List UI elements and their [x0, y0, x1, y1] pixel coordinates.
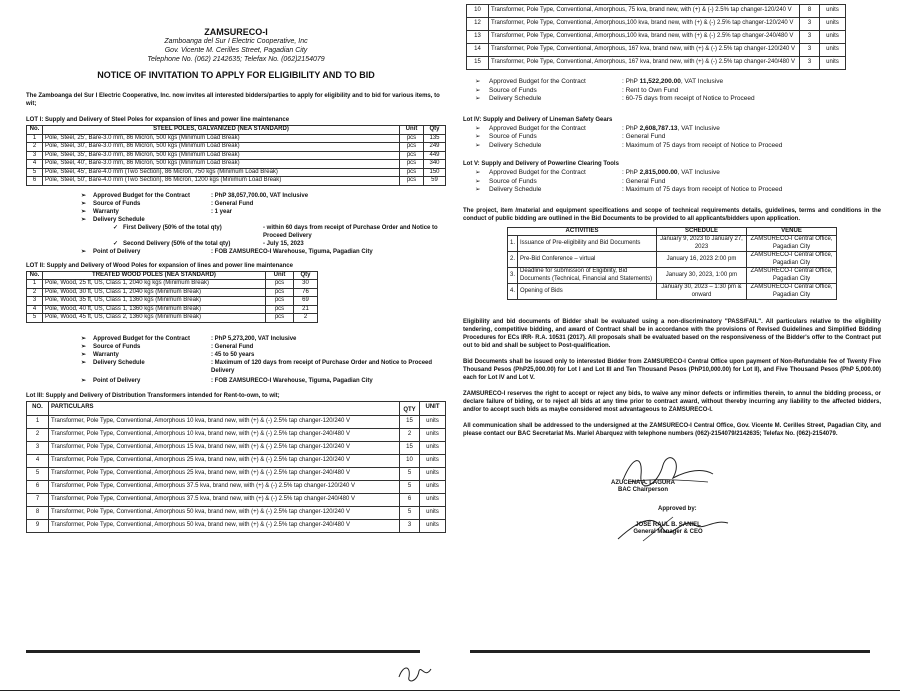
table-cell: 10 [467, 5, 489, 18]
detail-value: : General Fund [211, 343, 254, 350]
table-row [467, 44, 846, 57]
table-cell: 3 [800, 31, 820, 44]
table-cell: Pole, Wood, 35 ft, US, Class 1, 1360 kgs (Minimum Break) [43, 297, 266, 306]
org-phone: Telephone No. (062) 2142635; Telefax No. (062)2154079 [147, 56, 325, 63]
budget-amount: 2,608,787.13 [639, 124, 678, 132]
table-cell: Pole, Wood, 30 ft, US, Class 1, 2040 kgs (Minimum Break) [43, 288, 266, 297]
detail-label: ➢ Delivery Schedule [81, 216, 211, 224]
detail-label: ➢ Source of Funds [475, 87, 622, 96]
table-cell: units [420, 454, 446, 467]
table-cell: 21 [294, 305, 318, 314]
column-header: QTY [400, 401, 420, 415]
org-subtitle: Zamboanga del Sur I Electric Cooperative, Inc [164, 38, 308, 45]
table-cell: Pole, Wood, 40 ft, US, Class 1, 1360 kgs (Minimum Break) [43, 305, 266, 314]
lot5-title: Lot V: Supply and Delivery of Powerline Clearing Tools [463, 161, 619, 167]
table-cell: 4 [27, 454, 49, 467]
lot1-table [26, 125, 446, 186]
detail-row [475, 186, 881, 195]
table-cell: Pole, Wood, 25 ft, US, Class 1, 2040 kg kgs (Minimum Break) [43, 280, 266, 289]
table-cell: Opening of Bids [518, 284, 657, 300]
detail-value: : Rent to Own Fund [622, 86, 679, 94]
table-cell: 5 [400, 480, 420, 493]
table-cell: Transformer, Pole Type, Conventional, Amorphous 15 kva, brand new, with (+) & (-) 2.5% tap changer-120/240 V [49, 441, 400, 454]
value-suffix: , VAT Inclusive [680, 78, 724, 85]
org-address: Gov. Vicente M. Cerilles Street, Pagadian City [164, 47, 308, 54]
table-cell: January 30, 2023 – 1:30 pm & onward [657, 284, 747, 300]
detail-label: ➢ Point of Delivery [81, 377, 211, 385]
detail-label: ➢ Warranty [81, 208, 211, 216]
lot3-body-part2 [467, 5, 846, 70]
table-cell: 150 [424, 168, 446, 177]
detail-value: : General Fund [211, 200, 254, 207]
table-row [27, 288, 318, 297]
detail-row [475, 87, 881, 96]
approved-by-label: Approved by: [658, 506, 697, 512]
schedule-table [507, 227, 837, 301]
table-cell: units [420, 506, 446, 519]
lot3-body-part1 [27, 415, 446, 532]
communication-paragraph: All communication shall be addressed to the undersigned at the ZAMSURECO-I Central Office, Gov. Vicente M. Cerilles Street, Pagadian City, and please contact our BAC Secretariat Ms. Mariel Abarquez with telephone numbers (062)-2154079/2142635; Telefax No. (062)-2154079. [463, 423, 881, 437]
detail-label: ➢ Warranty [81, 351, 211, 359]
table-cell: Issuance of Pre-eligibility and Bid Documents [518, 236, 657, 252]
table-cell: Pre-Bid Conference – virtual [518, 252, 657, 268]
detail-label: ➢ Source of Funds [475, 133, 622, 142]
table-cell: 5 [400, 506, 420, 519]
table-row [27, 280, 318, 289]
column-header: Qty [294, 271, 318, 280]
lot5-details [475, 169, 881, 195]
left-column [26, 0, 446, 533]
lot2-table [26, 271, 318, 323]
detail-row [81, 248, 446, 256]
table-cell: 8 [800, 5, 820, 18]
table-cell: Pole, Steel, 25', Bare-3.0 mm, 86 Micron, 500 kgs (Minimum Load Break) [43, 134, 400, 143]
table-cell: 1 [27, 134, 43, 143]
table-cell: 5 [27, 467, 49, 480]
detail-row [475, 95, 881, 104]
table-cell: 69 [294, 297, 318, 306]
column-header: UNIT [420, 401, 446, 415]
lot4-title: Lot IV: Supply and Delivery of Lineman Safety Gears [463, 116, 613, 123]
detail-value: : PhP 5,273,200, VAT Inclusive [211, 335, 297, 342]
table-cell: pcs [400, 160, 424, 169]
detail-value: - July 15, 2023 [263, 240, 304, 247]
table-row [27, 428, 446, 441]
table-cell: pcs [400, 168, 424, 177]
table-cell: units [420, 467, 446, 480]
table-cell: 5 [27, 314, 43, 323]
signatory1-name: AZUCENA A. LAGURA [611, 480, 675, 486]
table-cell: Transformer, Pole Type, Conventional, Amorphous 25 kva, brand new, with (+) & (-) 2.5% tap changer-120/240 V [49, 454, 400, 467]
lot2-details [81, 335, 446, 385]
table-header-row [27, 271, 318, 280]
table-cell: 449 [424, 151, 446, 160]
table-cell: pcs [266, 305, 294, 314]
table-cell: Pole, Steel, 45', Bare-4.0 mm (Two Section), 86 Micron, 750 kgs (Minimum Load Break) [43, 168, 400, 177]
table-cell: 10 [400, 454, 420, 467]
table-cell: 2 [400, 428, 420, 441]
page-edge-line [0, 690, 900, 691]
lot2-body [27, 280, 318, 323]
column-header: VENUE [747, 227, 837, 236]
table-row [508, 236, 837, 252]
detail-row [81, 208, 446, 216]
table-cell: units [420, 519, 446, 532]
table-row [27, 168, 446, 177]
detail-value: : General Fund [622, 133, 666, 140]
table-cell: 4. [508, 284, 518, 300]
detail-value: : 60-75 days from receipt of Notice to Proceed [622, 95, 755, 102]
table-cell: pcs [400, 177, 424, 186]
table-cell: units [820, 31, 846, 44]
detail-label: ➢ Delivery Schedule [475, 95, 622, 104]
delivery-sub-row [81, 224, 446, 240]
table-cell: 14 [467, 44, 489, 57]
detail-value: : PhP 38,057,700.00, VAT Inclusive [211, 192, 309, 199]
table-cell: 5 [27, 168, 43, 177]
table-cell: 4 [27, 305, 43, 314]
lot3-table-part1 [26, 401, 446, 533]
table-cell: Transformer, Pole Type, Conventional, Amorphous 10 kva, brand new, with (+) & (-) 2.5% tap changer-240/480 V [49, 428, 400, 441]
table-row [27, 314, 318, 323]
table-cell: pcs [266, 314, 294, 323]
table-cell: 6 [400, 493, 420, 506]
detail-label: ✓ Second Delivery (50% of the total qty) [113, 240, 263, 248]
lot4-details [475, 125, 881, 151]
table-row [27, 415, 446, 428]
table-cell: 3. [508, 268, 518, 284]
value-prefix: : PhP [622, 78, 640, 85]
table-cell: 340 [424, 160, 446, 169]
detail-row [81, 335, 446, 343]
table-row [27, 467, 446, 480]
table-cell: pcs [266, 297, 294, 306]
detail-value: : FOB ZAMSURECO-I Warehouse, Tiguma, Pagadian City [211, 377, 373, 384]
table-row [27, 177, 446, 186]
table-cell: 3 [27, 441, 49, 454]
notice-title: NOTICE OF INVITATION TO APPLY FOR ELIGIBILITY AND TO BID [97, 70, 375, 80]
table-cell: units [820, 44, 846, 57]
table-cell: 2. [508, 252, 518, 268]
table-cell: Transformer, Pole Type, Conventional, Amorphous 10 kva, brand new, with (+) & (-) 2.5% tap changer-120/240 V [49, 415, 400, 428]
table-cell: 7 [27, 493, 49, 506]
table-cell: 59 [424, 177, 446, 186]
table-cell: units [420, 428, 446, 441]
table-cell: 2 [27, 288, 43, 297]
org-name: ZAMSURECO-I [204, 27, 268, 37]
detail-value: : Maximum of 120 days from receipt of Purchase Order and Notice to Proceed Delivery [211, 359, 433, 374]
table-cell: Transformer, Pole Type, Conventional, Amorphous 37.5 kva, brand new, with (+) & (-) 2.5% tap changer-240/480 V [49, 493, 400, 506]
detail-label: ➢ Delivery Schedule [475, 142, 622, 151]
intro-text: The Zamboanga del Sur I Electric Cooperative, Inc. now invites all interested bidders/parties to apply for eligibility and to bid for various items, to wit; [26, 93, 440, 107]
signatory1-title: BAC Chairperson [617, 487, 668, 493]
table-cell: 4 [27, 160, 43, 169]
table-row [27, 297, 318, 306]
lot1-details [81, 192, 446, 256]
delivery-sub-row [81, 240, 446, 248]
table-cell: 3 [27, 297, 43, 306]
table-cell: January 30, 2023, 1:00 pm [657, 268, 747, 284]
table-cell: 12 [467, 18, 489, 31]
detail-value [622, 78, 881, 87]
table-cell: 6 [27, 480, 49, 493]
detail-label: ➢ Approved Budget for the Contract [81, 192, 211, 200]
table-row [27, 454, 446, 467]
table-cell: Deadline for submission of Eligibility, Bid Documents (Technical, Financial and Statements) [518, 268, 657, 284]
table-cell: units [820, 18, 846, 31]
detail-label: ➢ Approved Budget for the Contract [475, 169, 622, 178]
detail-label: ➢ Source of Funds [81, 343, 211, 351]
table-row [508, 268, 837, 284]
column-header: No. [27, 271, 43, 280]
table-row [27, 519, 446, 532]
bottom-rule-left [26, 650, 420, 653]
table-row [27, 441, 446, 454]
table-cell: units [420, 415, 446, 428]
table-cell: January 16, 2023 2:00 pm [657, 252, 747, 268]
table-cell: Pole, Steel, 50', Bare-4.0 mm (Two Section), 86 Micron, 1200 kgs (Minimum Load Break) [43, 177, 400, 186]
table-cell: units [820, 57, 846, 70]
table-cell: 76 [294, 288, 318, 297]
table-cell: 3 [800, 44, 820, 57]
table-cell: Pole, Wood, 45 ft, US, Class 2, 1360 kgs (Minimum Break) [43, 314, 266, 323]
detail-label: ✓ First Delivery (50% of the total qty) [113, 224, 263, 240]
table-row [508, 252, 837, 268]
table-cell: Transformer, Pole Type, Conventional, Amorphous, 75 kva, brand new, with (+) & (-) 2.5% tap changer-120/240 V [489, 5, 800, 18]
table-row [27, 134, 446, 143]
value-suffix: , VAT Inclusive [677, 169, 720, 176]
detail-row [81, 377, 446, 385]
table-cell: 8 [27, 506, 49, 519]
detail-row [81, 192, 446, 200]
column-header: Unit [400, 126, 424, 135]
table-cell: units [420, 441, 446, 454]
table-cell: 1. [508, 236, 518, 252]
signatory2 [613, 522, 723, 536]
detail-row [475, 169, 881, 178]
table-row [27, 305, 318, 314]
budget-amount: 11,522,200.00 [639, 78, 681, 85]
table-cell: 2 [27, 143, 43, 152]
table-cell: ZAMSURECO-I Central Office, Pagadian City [747, 252, 837, 268]
table-row [27, 493, 446, 506]
table-cell: 2 [27, 428, 49, 441]
initials-scribble-icon [395, 663, 435, 685]
table-cell: 13 [467, 31, 489, 44]
signatory2-name: JOSE RAUL B. SANIEL [635, 522, 701, 528]
table-row [27, 151, 446, 160]
detail-label: ➢ Source of Funds [475, 178, 622, 187]
column-header: ACTIVITIES [508, 227, 657, 236]
table-cell: 1 [27, 415, 49, 428]
lot3-title: Lot III: Supply and Delivery of Distribution Transformers intended for Rent-to-own, to wit; [26, 392, 280, 399]
table-cell: 249 [424, 143, 446, 152]
table-cell: ZAMSURECO-I Central Office, Pagadian City [747, 236, 837, 252]
budget-amount: 2,815,000.00 [639, 169, 678, 176]
detail-row [81, 216, 446, 224]
table-cell: Pole, Steel, 30', Bare-3.0 mm, 86 Micron, 500 kgs (Minimum Load Break) [43, 143, 400, 152]
table-cell: units [420, 493, 446, 506]
table-cell: Transformer, Pole Type, Conventional, Amorphous, 167 kva, brand new, with (+) & (-) 2.5% tap changer-240/480 V [489, 57, 800, 70]
table-row [27, 160, 446, 169]
table-row [467, 5, 846, 18]
table-cell: 15 [467, 57, 489, 70]
table-row [27, 506, 446, 519]
detail-label: ➢ Delivery Schedule [475, 186, 622, 195]
detail-row [475, 142, 881, 151]
rights-paragraph: ZAMSURECO-I reserves the right to accept or reject any bids, to waive any minor defects or infirmities therein, to annul the bidding process, or declare failure of biding, or to reject all bids at any time prior to contract award, without thereby incurring any liability to the affected bidders, and/or to accept such bids as maybe considered most advantageous to ZAMSURECO-I. [463, 391, 881, 413]
table-cell: Pole, Steel, 35', Bare-3.0 mm, 86 Micron, 500 kgs (Minimum Load Break) [43, 151, 400, 160]
detail-label: ➢ Approved Budget for the Contract [475, 125, 622, 134]
column-header: Qty [424, 126, 446, 135]
table-cell: ZAMSURECO-I Central Office, Pagadian City [747, 284, 837, 300]
detail-row [81, 343, 446, 351]
value-suffix: , VAT Inclusive [677, 124, 720, 132]
detail-row [475, 78, 881, 87]
lot3-table-part2 [466, 4, 846, 70]
table-cell: 2 [294, 314, 318, 323]
column-header: SCHEDULE [657, 227, 747, 236]
table-cell: 3 [800, 57, 820, 70]
table-header-row [508, 227, 837, 236]
value-prefix: : PhP [622, 169, 640, 176]
detail-label: ➢ Source of Funds [81, 200, 211, 208]
table-cell: pcs [400, 134, 424, 143]
detail-row [475, 133, 881, 142]
table-cell: 15 [400, 441, 420, 454]
table-row [467, 31, 846, 44]
detail-value: : Maximum of 75 days from receipt of Notice to Proceed [622, 186, 783, 193]
detail-value [622, 169, 881, 178]
table-cell: Transformer, Pole Type, Conventional, Amorphous 50 kva, brand new, with (+) & (-) 2.5% tap changer-240/480 V [49, 519, 400, 532]
detail-value: - within 60 days from receipt of Purchase Order and Notice to Proceed Delivery [263, 224, 438, 239]
detail-row [81, 200, 446, 208]
table-cell: pcs [266, 280, 294, 289]
detail-value: : 1 year [211, 208, 233, 215]
table-cell: 3 [400, 519, 420, 532]
table-cell: 3 [27, 151, 43, 160]
table-cell: units [820, 5, 846, 18]
signature-block [463, 456, 881, 546]
lot2-title: LOT II: Supply and Delivery of Wood Poles for expansion of lines and power line maintenance [26, 262, 293, 269]
detail-value: : FOB ZAMSURECO-I Warehouse, Tiguma, Pagadian City [211, 248, 373, 255]
table-row [467, 18, 846, 31]
table-header-row [27, 126, 446, 135]
detail-row [475, 125, 881, 134]
detail-value: : Maximum of 75 days from receipt of Notice to Proceed [622, 141, 783, 149]
lot3-details [475, 78, 881, 104]
right-column [463, 4, 881, 546]
table-cell: units [420, 480, 446, 493]
table-cell: Pole, Steel, 40', Bare-3.0 mm, 86 Micron, 500 kgs (Minimum Load Break) [43, 160, 400, 169]
table-cell: 30 [294, 280, 318, 289]
table-cell: January 9, 2023 to January 27, 2023 [657, 236, 747, 252]
value-prefix: : PhP [622, 124, 640, 132]
table-cell: 15 [400, 415, 420, 428]
lot1-body [27, 134, 446, 185]
table-row [27, 480, 446, 493]
table-cell: Transformer, Pole Type, Conventional, Amorphous,100 kva, brand new, with (+) & (-) 2.5% tap changer-120/240 V [489, 18, 800, 31]
table-cell: pcs [266, 288, 294, 297]
evaluation-paragraph: Eligibility and bid documents of Bidder shall be evaluated using a non-discriminatory "PASS/FAIL". All particulars relative to the eligibility tendering, competitive bidding, and award of Contract shall be in accordance with the provisions of Revised Guidelines and Simplified Bidding Procedures for ECs IRR- R.A. 10531 (2017). All proposals shall be evaluated based on the responsiveness of the Bidder's offer to the Contract put out to bid and shall be subject to Post-qualification. [463, 319, 881, 349]
bottom-rule-right [470, 650, 870, 653]
column-header: STEEL POLES, GALVANIZED (NEA STANDARD) [43, 126, 400, 135]
lot1-title: LOT I: Supply and Delivery of Steel Poles for expansion of lines and power line maintenance [26, 117, 290, 123]
table-cell: ZAMSURECO-I Central Office, Pagadian City [747, 268, 837, 284]
table-row [467, 57, 846, 70]
fee-paragraph: Bid Documents shall be issued only to interested Bidder from ZAMSURECO-I Central Office upon payment of Non-Refundable fee of Twenty Five Thousand Pesos (PhP25,000.00) for Lot I and Lot III and Ten Thousand Pesos (PhP10,000.00) for Lot II), and Five Thousand Pesos (PhP 5,000.00) each for Lot IV and Lot V. [463, 359, 881, 381]
table-cell: Transformer, Pole Type, Conventional, Amorphous 25 kva, brand new, with (+) & (-) 2.5% tap changer-240/480 V [49, 467, 400, 480]
detail-label: ➢ Delivery Schedule [81, 359, 211, 375]
detail-row [475, 178, 881, 187]
table-cell: 3 [800, 18, 820, 31]
table-cell: pcs [400, 143, 424, 152]
table-cell: 6 [27, 177, 43, 186]
detail-label: ➢ Approved Budget for the Contract [475, 78, 622, 87]
column-header: No. [27, 126, 43, 135]
table-cell: Transformer, Pole Type, Conventional, Amorphous 50 kva, brand new, with (+) & (-) 2.5% tap changer-120/240 V [49, 506, 400, 519]
detail-value: : 45 to 50 years [211, 351, 255, 358]
detail-row [81, 359, 446, 375]
table-row [508, 284, 837, 300]
table-cell: 5 [400, 467, 420, 480]
table-cell: Transformer, Pole Type, Conventional, Amorphous,100 kva, brand new, with (+) & (-) 2.5% tap changer-240/480 V [489, 31, 800, 44]
table-row [27, 143, 446, 152]
column-header: PARTICULARS [49, 401, 400, 415]
table-cell: 9 [27, 519, 49, 532]
detail-value: : General Fund [622, 177, 666, 185]
letterhead [26, 28, 446, 64]
detail-label: ➢ Approved Budget for the Contract [81, 335, 211, 343]
schedule-body [508, 236, 837, 300]
table-cell: Transformer, Pole Type, Conventional, Amorphous 37.5 kva, brand new, with (+) & (-) 2.5% tap changer-120/240 V [49, 480, 400, 493]
specs-paragraph: The project, item /material and equipment specifications and scope of technical requirements details, guidelines, terms and conditions in the conduct of public bidding are outlined in the Bid Documents to be provided to all applicants/bidders upon application. [463, 207, 881, 222]
column-header: Unit [266, 271, 294, 280]
table-cell: Transformer, Pole Type, Conventional, Amorphous, 167 kva, brand new, with (+) & (-) 2.5% tap changer-120/240 V [489, 44, 800, 57]
column-header: NO. [27, 401, 49, 415]
table-cell: pcs [400, 151, 424, 160]
column-header: TREATED WOOD POLES (NEA STANDARD) [43, 271, 266, 280]
signatory2-title: General Manager & CEO [633, 529, 703, 535]
table-header-row [27, 401, 446, 415]
table-cell: 1 [27, 280, 43, 289]
table-cell: 135 [424, 134, 446, 143]
detail-value [622, 125, 881, 134]
detail-row [81, 351, 446, 359]
signatory1 [593, 480, 693, 494]
detail-label: ➢ Point of Delivery [81, 248, 211, 256]
